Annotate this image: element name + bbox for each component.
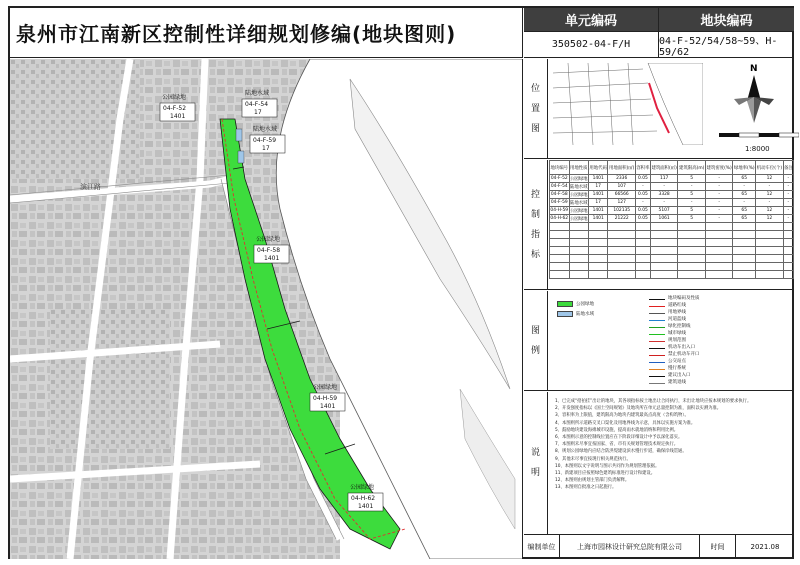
legend-item [649, 330, 686, 336]
table-row-empty [550, 271, 794, 279]
notes-section [524, 392, 794, 535]
note-line: 8、规划公园绿地内应结合防洪堤建设滨水慢行步道，确保岸线贯通。 [555, 449, 687, 455]
table-cell: - [705, 207, 732, 215]
made-by-value: 上海市园林设计研究总院有限公司 [560, 535, 700, 559]
table-cell: - [705, 215, 732, 223]
legend-line-symbol [649, 360, 665, 363]
table-cell: - [783, 215, 793, 223]
table-cell: - [636, 183, 651, 191]
legend-label: 建议出入口 [668, 373, 691, 378]
table-header-cell: 用地性质 [569, 161, 588, 175]
table-header-cell: 容积率 [636, 161, 651, 175]
legend-label: 绿化控制线 [668, 324, 691, 329]
scale-text: 1:8000 [745, 145, 770, 153]
table-cell: - [705, 175, 732, 183]
legend-label: 道路红线 [668, 303, 686, 308]
table-row-empty [550, 263, 794, 271]
table-cell: 1401 [588, 215, 607, 223]
note-line: 10、本图则以文字说明与图示共同作为规划管理依据。 [555, 463, 660, 469]
table-cell: - [705, 199, 732, 207]
table-cell: 5 [678, 207, 705, 215]
table-row [550, 183, 794, 191]
note-line: 4、本图则所示道路交叉口渠化及用地界线为示意，具体以实施方案为准。 [555, 420, 696, 426]
road-name-label: 滨江路 [80, 183, 101, 191]
table-cell: 102135 [608, 207, 636, 215]
table-cell: - [783, 191, 793, 199]
north-arrow-icon [719, 61, 789, 129]
legend-line-symbol [649, 304, 665, 307]
note-line: 5、鼓励地块建设海绵城市设施，提高雨水就地消纳和利用比例。 [555, 427, 679, 433]
table-cell: 12 [756, 207, 784, 215]
table-row [550, 191, 794, 199]
legend-label: 公园绿地 [576, 302, 594, 307]
plot-f-use: 1401 [358, 503, 374, 510]
water-plot-b[interactable] [238, 151, 244, 163]
table-cell: 0.05 [636, 191, 651, 199]
table-cell: 12 [756, 191, 784, 199]
table-cell: 5 [678, 215, 705, 223]
legend-item [649, 379, 686, 385]
table-cell: - [783, 207, 793, 215]
table-cell: 04-H-62 [550, 216, 569, 221]
legend-line-symbol [649, 374, 665, 377]
table-cell: 04-F-59 [550, 200, 568, 205]
plot-code-label: 地块编码 [659, 8, 794, 32]
legend-item [649, 372, 691, 378]
table-row-empty [550, 231, 794, 239]
table-cell: - [733, 183, 756, 191]
plot-c-code: 04-F-59 [253, 137, 277, 144]
svg-text:N: N [750, 64, 758, 74]
plot-c-use: 17 [262, 145, 270, 152]
legend-line-symbol [649, 353, 665, 356]
table-cell: 公园绿地 [569, 208, 588, 214]
table-cell: 陆地水域 [569, 184, 588, 190]
legend-item [649, 295, 700, 301]
table-cell: - [705, 191, 732, 199]
plot-d-code: 04-F-58 [257, 247, 281, 254]
note-line: 7、本图则未尽事宜按国家、省、市有关规划管理技术规定执行。 [555, 442, 679, 448]
table-cell: - [678, 183, 705, 191]
legend-label: 规划范围 [668, 338, 686, 343]
legend-label: 城市绿线 [668, 331, 686, 336]
unit-code-label: 单元编码 [524, 8, 659, 32]
legend-label: 机动车出入口 [668, 345, 695, 350]
note-line: 11、新建项目应按照绿色建筑标准进行设计和建设。 [555, 471, 655, 477]
table-cell: 21222 [608, 215, 636, 223]
table-cell: 公园绿地 [569, 192, 588, 198]
plot-e-use: 1401 [320, 403, 336, 410]
plot-a-name: 公园绿地 [162, 94, 187, 101]
legend-item [649, 358, 686, 364]
table-cell: 117 [650, 175, 678, 183]
table-cell: - [705, 183, 732, 191]
footer [524, 535, 794, 559]
legend-item [557, 301, 594, 307]
table-header-cell: 绿地率(%) [733, 161, 756, 175]
notes-label: 说 明 [524, 392, 548, 534]
legend-label: 用地界线 [668, 310, 686, 315]
table-cell: - [733, 199, 756, 207]
water-plot-a[interactable] [236, 129, 242, 141]
table-row-empty [550, 223, 794, 231]
table-cell: 17 [588, 199, 607, 207]
plot-f-code: 04-H-62 [351, 495, 376, 502]
table-cell: 65 [733, 175, 756, 183]
legend-label: 建筑退线 [668, 380, 686, 385]
table-cell: 公园绿地 [569, 176, 588, 182]
table-row [550, 207, 794, 215]
legend-item [649, 337, 686, 343]
plot-a-use: 1401 [170, 113, 186, 120]
table-cell: 107 [608, 183, 636, 191]
table-cell: 0.05 [636, 215, 651, 223]
plot-e-name: 公园绿地 [313, 384, 338, 391]
table-cell: 1401 [588, 175, 607, 183]
plot-d-name: 公园绿地 [256, 236, 281, 243]
plot-e-code: 04-H-59 [313, 395, 338, 402]
legend-item [649, 351, 700, 357]
table-cell: 65 [733, 215, 756, 223]
table-row-empty [550, 247, 794, 255]
location-section [524, 59, 794, 159]
legend-line-symbol [649, 339, 665, 342]
page-title: 泉州市江南新区控制性详细规划修编(地块图则) [16, 22, 457, 46]
table-cell: 1401 [588, 207, 607, 215]
legend-item [649, 344, 695, 350]
plot-b-name: 陆地水域 [245, 90, 270, 97]
table-header-cell: 建筑限高(m) [678, 161, 705, 175]
legend-swatch [557, 301, 573, 307]
table-cell: 12 [756, 175, 784, 183]
table-cell: - [678, 199, 705, 207]
control-table [549, 160, 794, 279]
plot-map[interactable] [10, 59, 523, 559]
control-section [524, 160, 794, 290]
table-cell: 公园绿地 [569, 216, 588, 222]
table-cell: 66566 [608, 191, 636, 199]
legend-swatch [557, 311, 573, 317]
table-row-empty [550, 239, 794, 247]
legend-label: 地块编码及性质 [668, 296, 700, 301]
note-line: 2、开发强度指标以《国土空间规划》及地块所在单元总量控制为准，面积以实测为准。 [555, 406, 722, 412]
table-cell: 1401 [588, 191, 607, 199]
table-cell: 127 [608, 199, 636, 207]
legend-label: 公交站点 [668, 359, 686, 364]
table-cell: 65 [733, 207, 756, 215]
plot-b-code: 04-F-54 [245, 101, 269, 108]
unit-code-value: 350502-04-F/H [524, 32, 659, 58]
table-cell: - [783, 199, 793, 207]
title-band [10, 8, 523, 58]
table-row [550, 199, 794, 207]
legend-label: 慢行系统 [668, 366, 686, 371]
legend-line-symbol [649, 318, 665, 321]
note-line: 1、已完成“招拍挂”出让的地块，其各项指标按土地出让合同执行，未出让地块应按本规划的要求执行。 [555, 399, 752, 404]
table-row-empty [550, 255, 794, 263]
table-cell: - [650, 199, 678, 207]
legend-line-symbol [649, 367, 665, 370]
table-cell: 04-F-58 [550, 192, 568, 197]
location-label: 位 置 图 [524, 59, 548, 158]
table-cell: - [650, 183, 678, 191]
table-header-cell: 备注 [783, 161, 793, 175]
table-cell: - [783, 183, 793, 191]
table-row [550, 175, 794, 183]
plot-a-code: 04-F-52 [163, 105, 187, 112]
legend-label: 图 例 [524, 291, 548, 390]
table-cell: 5 [678, 175, 705, 183]
plan-sheet [8, 6, 794, 559]
table-cell: 04-H-59 [550, 208, 569, 213]
table-cell: - [756, 199, 784, 207]
table-cell: 0.05 [636, 175, 651, 183]
legend-line-symbol [649, 346, 665, 349]
table-cell: - [756, 183, 784, 191]
table-cell: 5 [678, 191, 705, 199]
legend-line-symbol [649, 311, 665, 314]
note-line: 6、本图则示意的控制线位置应在下阶段详细设计中予以深化落实。 [555, 435, 683, 441]
location-inset-map [553, 63, 703, 145]
date-label: 时间 [700, 535, 736, 559]
notes-text [555, 398, 788, 492]
table-cell: 2336 [608, 175, 636, 183]
plot-code-value: 04-F-52/54/58~59、H-59/62 [659, 32, 794, 58]
table-header-cell: 用地代码 [588, 161, 607, 175]
legend-item [649, 316, 686, 322]
legend-section [524, 291, 794, 391]
info-panel [524, 8, 794, 559]
legend-item [649, 309, 686, 315]
date-value: 2021.08 [750, 543, 780, 551]
table-cell: 04-F-54 [550, 184, 568, 189]
table-cell: 12 [756, 215, 784, 223]
note-line: 3、容积率为上限值，建筑限高为地块内建筑最高点高度（含构筑物）。 [555, 413, 689, 419]
table-cell: 0.05 [636, 207, 651, 215]
table-cell: 5107 [650, 207, 678, 215]
table-cell: 04-F-52 [550, 176, 568, 181]
table-cell: 3328 [650, 191, 678, 199]
legend-line-symbol [649, 297, 665, 300]
legend-item [557, 311, 594, 317]
plot-f-name: 公园绿地 [350, 484, 375, 491]
legend-item [649, 323, 691, 329]
table-cell: 17 [588, 183, 607, 191]
table-header-cell: 建筑密度(%) [705, 161, 732, 175]
plot-d-use: 1401 [264, 255, 280, 262]
table-cell: 1061 [650, 215, 678, 223]
map-canvas [10, 59, 523, 559]
legend-line-symbol [649, 381, 665, 384]
note-line: 12、本图则由规划主管部门负责解释。 [555, 478, 630, 484]
note-line: 13、本图则自批准之日起施行。 [555, 485, 617, 491]
table-header-cell: 建筑面积(㎡) [650, 161, 678, 175]
legend-item [649, 302, 686, 308]
legend-label: 陆地水域 [576, 312, 594, 317]
made-by-label: 编制单位 [524, 535, 560, 559]
table-header-cell: 机动车位(个) [756, 161, 784, 175]
table-header-cell: 用地面积(㎡) [608, 161, 636, 175]
plot-c-name: 陆地水域 [253, 126, 278, 133]
legend-label: 河道蓝线 [668, 317, 686, 322]
table-cell: 陆地水域 [569, 200, 588, 206]
control-label: 控 制 指 标 [524, 160, 548, 289]
table-cell: - [636, 199, 651, 207]
table-header-cell: 地块编号 [550, 161, 570, 175]
table-cell: 65 [733, 191, 756, 199]
table-cell: - [783, 175, 793, 183]
table-row [550, 215, 794, 223]
legend-item [649, 365, 686, 371]
plot-b-use: 17 [254, 109, 262, 116]
legend-label: 禁止机动车开口 [668, 352, 700, 357]
legend-line-symbol [649, 332, 665, 335]
note-line: 9、其他未尽事宜按现行相关规范执行。 [555, 456, 631, 462]
legend-line-symbol [649, 325, 665, 328]
